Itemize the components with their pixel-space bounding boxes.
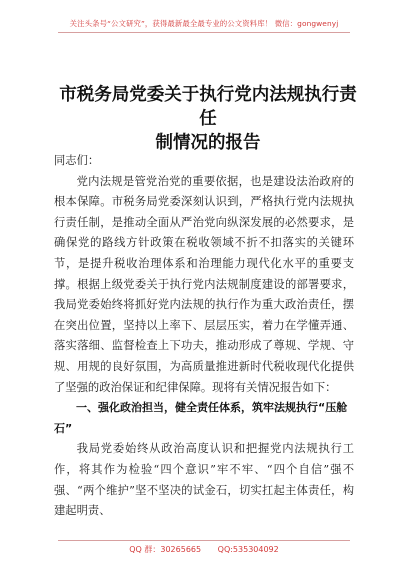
qq-group-text: QQ 群：30265665 [129,545,202,554]
document-body [54,151,354,522]
footer-divider [58,540,350,541]
promo-header: 关注头条号“公文研究”，获得最新最全最专业的公文资料库！ 微信：gongwenyj [69,19,339,28]
title-line-2: 制情况的报告 [155,133,261,153]
paragraph-section-1: 我局党委始终从政治高度认识和把握党内法规执行工作，将其作为检验“四个意识”牢不牢、“四个自信”强不强、“两个维护”坚不坚决的试金石，切实扛起主体责任，构建起明责、 [54,442,354,518]
qq-text: QQ:535304092 [217,545,279,554]
title-line-1: 市税务局党委关于执行党内法规执行责任 [59,85,357,129]
salutation: 同志们： [54,154,100,167]
header-divider [58,32,350,33]
section-heading-1: 一、强化政治担当，健全责任体系，筑牢法规执行“压舱石” [54,401,348,435]
paragraph-intro: 党内法规是管党治党的重要依据，也是建设法治政府的根本保障。市税务局党委深刻认识到，严格执行党内法规执行责任制，是推动全面从严治党向纵深发展的必然要求，是确保党的路线方针政策在税收领域不折不扣落实的关键环节，是提升税收治理体系和治理能力现代化水平的重要支撑。根据上级党委关于执行党内法规制度建设的部署要求，我局党委始终将抓好党内法规的执行作为重大政治责任，摆在突出位置，坚持以上率下、层层压实，着力在学懂弄通、落实落细、监督检查上下功夫，推动形成了尊规、学规、守规、用规的良好氛围，为高质量推进新时代税收现代化提供了坚强的政治保证和纪律保障。现将有关情况报告如下： [54,174,354,394]
contact-footer [0,544,408,555]
document-title [58,83,358,155]
